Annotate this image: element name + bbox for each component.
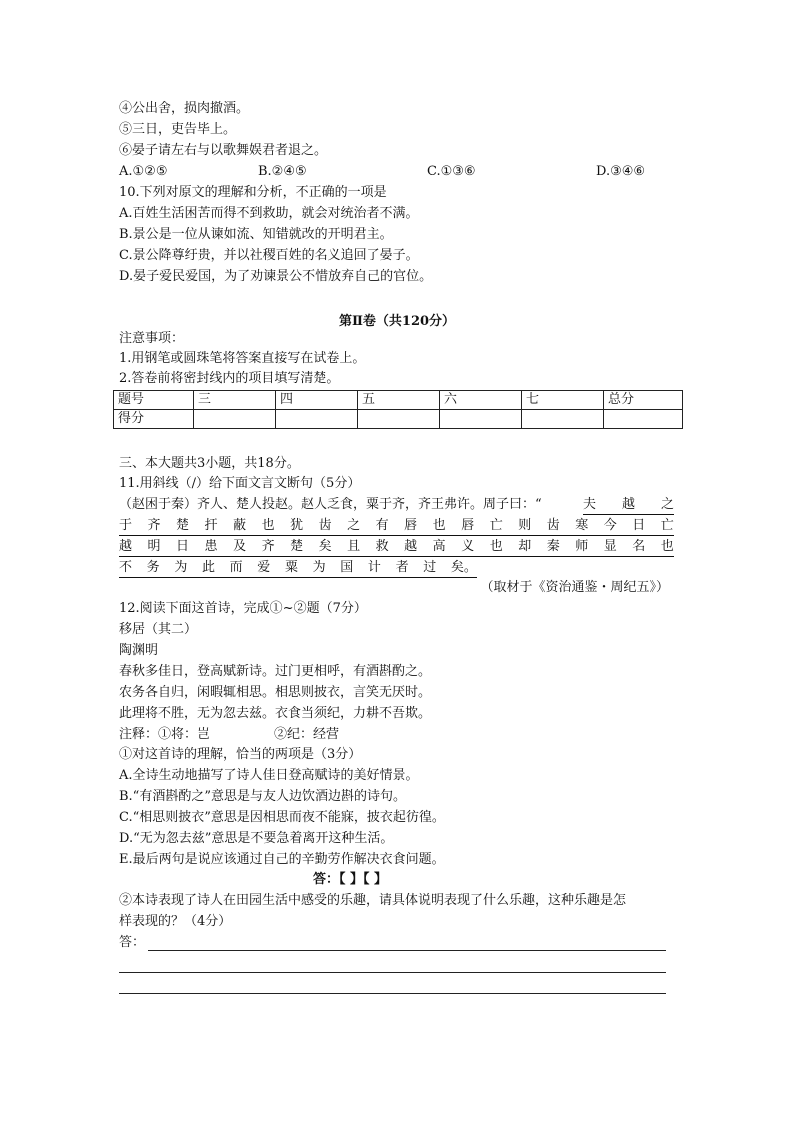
q11-char: 师 xyxy=(575,539,589,554)
q11-char: 蔽 xyxy=(233,518,247,533)
q11-line-2[interactable] xyxy=(119,539,674,557)
q11-char: 高 xyxy=(432,539,446,554)
table-header-cell: 四 xyxy=(276,391,358,410)
score-cell[interactable] xyxy=(194,410,276,429)
q11-char: 日 xyxy=(632,518,646,533)
q11-char: 者 xyxy=(395,560,409,575)
q11-char: 也 xyxy=(660,539,674,554)
q11-char: 且 xyxy=(347,539,361,554)
q11-char: 楚 xyxy=(290,539,304,554)
table-row xyxy=(114,410,683,429)
q11-char: 齐 xyxy=(147,518,161,533)
score-cell[interactable] xyxy=(522,410,604,429)
q12-1-option-e: E.最后两句是说应该通过自己的辛勤劳作解决衣食问题。 xyxy=(119,852,445,867)
q11-char: 越 xyxy=(621,497,635,512)
q11-char: 显 xyxy=(603,539,617,554)
q11-char: 明 xyxy=(147,539,161,554)
table-header-cell: 七 xyxy=(522,391,604,410)
q11-line-1[interactable] xyxy=(119,518,674,536)
text-line: ⑥晏子请左右与以歌舞娱君者退之。 xyxy=(119,143,328,158)
q11-char: 也 xyxy=(261,518,275,533)
poem-title: 移居（其二） xyxy=(119,622,198,637)
q11-char: 亡 xyxy=(660,518,674,533)
q11-char: 秦 xyxy=(546,539,560,554)
note-1: 1.用钢笔或圆珠笔将答案直接写在试卷上。 xyxy=(119,351,366,366)
section-title: 第Ⅱ卷（共120分） xyxy=(338,314,456,329)
poem-note-2: ②纪：经营 xyxy=(274,727,340,742)
q11-char: 唇 xyxy=(461,518,475,533)
q12-1-option-b: B.“有酒斟酌之”意思是与友人边饮酒边斟的诗句。 xyxy=(119,789,406,804)
q12-stem: 12.阅读下面这首诗，完成①~②题（7分） xyxy=(119,601,367,616)
q11-char: 越 xyxy=(119,539,133,554)
note-2: 2.答卷前将密封线内的项目填写清楚。 xyxy=(119,371,340,386)
q11-char: 不 xyxy=(119,560,133,575)
q11-char: 爱 xyxy=(257,560,271,575)
q11-char: 过 xyxy=(423,560,437,575)
q11-lead-text: （赵困于秦）齐人、楚人投赵。赵人乏食，粟于齐，齐王弗许。周子曰：“ xyxy=(119,497,542,512)
q10-option-b: B.景公是一位从谏如流、知错就改的开明君主。 xyxy=(119,227,393,242)
q11-char: 之 xyxy=(347,518,361,533)
q11-char: 为 xyxy=(312,560,326,575)
q11-char: 也 xyxy=(432,518,446,533)
q11-char: 有 xyxy=(375,518,389,533)
poem-line: 春秋多佳日，登高赋新诗。过门更相呼，有酒斟酌之。 xyxy=(119,664,432,679)
answer-line[interactable] xyxy=(119,992,666,994)
q11-char: 及 xyxy=(233,539,247,554)
q10-stem: 10.下列对原文的理解和分析，不正确的一项是 xyxy=(119,185,387,200)
score-cell[interactable] xyxy=(440,410,522,429)
q11-char: 患 xyxy=(204,539,218,554)
table-header-cell: 五 xyxy=(358,391,440,410)
q11-char: 扞 xyxy=(204,518,218,533)
answer-line[interactable] xyxy=(119,971,666,973)
q10-option-d: D.晏子爱民爱国，为了劝谏景公不惜放弃自己的官位。 xyxy=(119,269,433,284)
q12-2-stem-line-1: ②本诗表现了诗人在田园生活中感受的乐趣，请具体说明表现了什么乐趣，这种乐趣是怎 xyxy=(119,893,627,908)
text-line: ④公出舍，损肉撤酒。 xyxy=(119,101,250,116)
q11-char: 寒 xyxy=(575,518,589,533)
q11-line-3[interactable] xyxy=(119,560,477,578)
q12-1-option-d: D.“无为忽去兹”意思是不要急着离开这种生活。 xyxy=(119,831,394,846)
answer-label: 答： xyxy=(119,935,146,950)
q10-option-c: C.景公降尊纡贵，并以社稷百姓的名义追回了晏子。 xyxy=(119,248,419,263)
q11-char: 楚 xyxy=(176,518,190,533)
text-line: ⑤三日，吏告毕上。 xyxy=(119,122,237,137)
score-table xyxy=(113,390,683,429)
q12-2-stem-line-2: 样表现的？（4分） xyxy=(119,914,232,929)
q11-char: 犹 xyxy=(290,518,304,533)
q11-char: 却 xyxy=(518,539,532,554)
q11-char: 亡 xyxy=(489,518,503,533)
q11-char: 矣 xyxy=(318,539,332,554)
table-row-label: 得分 xyxy=(114,410,194,429)
q11-char: 齿 xyxy=(546,518,560,533)
q11-char: 国 xyxy=(340,560,354,575)
table-header-cell: 三 xyxy=(194,391,276,410)
q12-1-option-c: C.“相思则披衣”意思是因相思而夜不能寐，披衣起彷徨。 xyxy=(119,810,445,825)
q9-option-d: D.③④⑥ xyxy=(596,164,646,179)
q9-option-c: C.①③⑥ xyxy=(427,164,476,179)
q11-char: 齐 xyxy=(261,539,275,554)
q11-lead-tail xyxy=(583,497,674,515)
score-cell[interactable] xyxy=(276,410,358,429)
q11-char: 名 xyxy=(632,539,646,554)
q10-option-a: A.百姓生活困苦而得不到救助，就会对统治者不满。 xyxy=(119,206,419,221)
table-header-cell: 总分 xyxy=(604,391,683,410)
q11-char: 而 xyxy=(229,560,243,575)
q11-char: 唇 xyxy=(404,518,418,533)
answer-line[interactable] xyxy=(148,949,666,951)
q11-lead xyxy=(119,497,542,515)
q11-char: 则 xyxy=(518,518,532,533)
q12-1-answer-brackets[interactable]: 答：【 】【 】 xyxy=(313,872,388,887)
q11-char: 务 xyxy=(146,560,160,575)
notes-title: 注意事项： xyxy=(119,331,185,346)
table-header-cell: 六 xyxy=(440,391,522,410)
q11-char: 矣。 xyxy=(450,560,477,575)
q11-char: 粟 xyxy=(284,560,298,575)
poem-note-1: 注释：①将：岂 xyxy=(119,727,211,742)
q11-char: 夫 xyxy=(583,497,597,512)
q12-1-stem: ①对这首诗的理解，恰当的两项是（3分） xyxy=(119,747,362,762)
q11-stem: 11.用斜线（/）给下面文言文断句（5分） xyxy=(119,476,361,491)
score-cell[interactable] xyxy=(358,410,440,429)
q12-1-option-a: A.全诗生动地描写了诗人佳日登高赋诗的美好情景。 xyxy=(119,768,419,783)
q11-char: 此 xyxy=(201,560,215,575)
table-row xyxy=(114,391,683,410)
q11-char: 齿 xyxy=(318,518,332,533)
q11-char: 为 xyxy=(174,560,188,575)
poem-line: 农务各自归，闲暇辄相思。相思则披衣，言笑无厌时。 xyxy=(119,685,432,700)
score-cell[interactable] xyxy=(604,410,683,429)
q9-option-b: B.②④⑤ xyxy=(258,164,307,179)
q11-source: （取材于《资治通鉴・周纪五》） xyxy=(480,580,669,595)
poem-line: 此理将不胜，无为忽去兹。衣食当须纪，力耕不吾欺。 xyxy=(119,706,432,721)
q11-char: 于 xyxy=(119,518,133,533)
q11-char: 义 xyxy=(461,539,475,554)
q11-char: 也 xyxy=(489,539,503,554)
q11-char: 之 xyxy=(660,497,674,512)
q11-char: 越 xyxy=(404,539,418,554)
q9-option-a: A.①②⑤ xyxy=(119,164,168,179)
q11-char: 计 xyxy=(367,560,381,575)
q11-char: 日 xyxy=(176,539,190,554)
poem-author: 陶渊明 xyxy=(119,643,159,658)
part-heading: 三、本大题共3小题，共18分。 xyxy=(119,456,300,471)
table-header-cell: 题号 xyxy=(114,391,194,410)
q11-char: 救 xyxy=(375,539,389,554)
q11-char: 今 xyxy=(603,518,617,533)
